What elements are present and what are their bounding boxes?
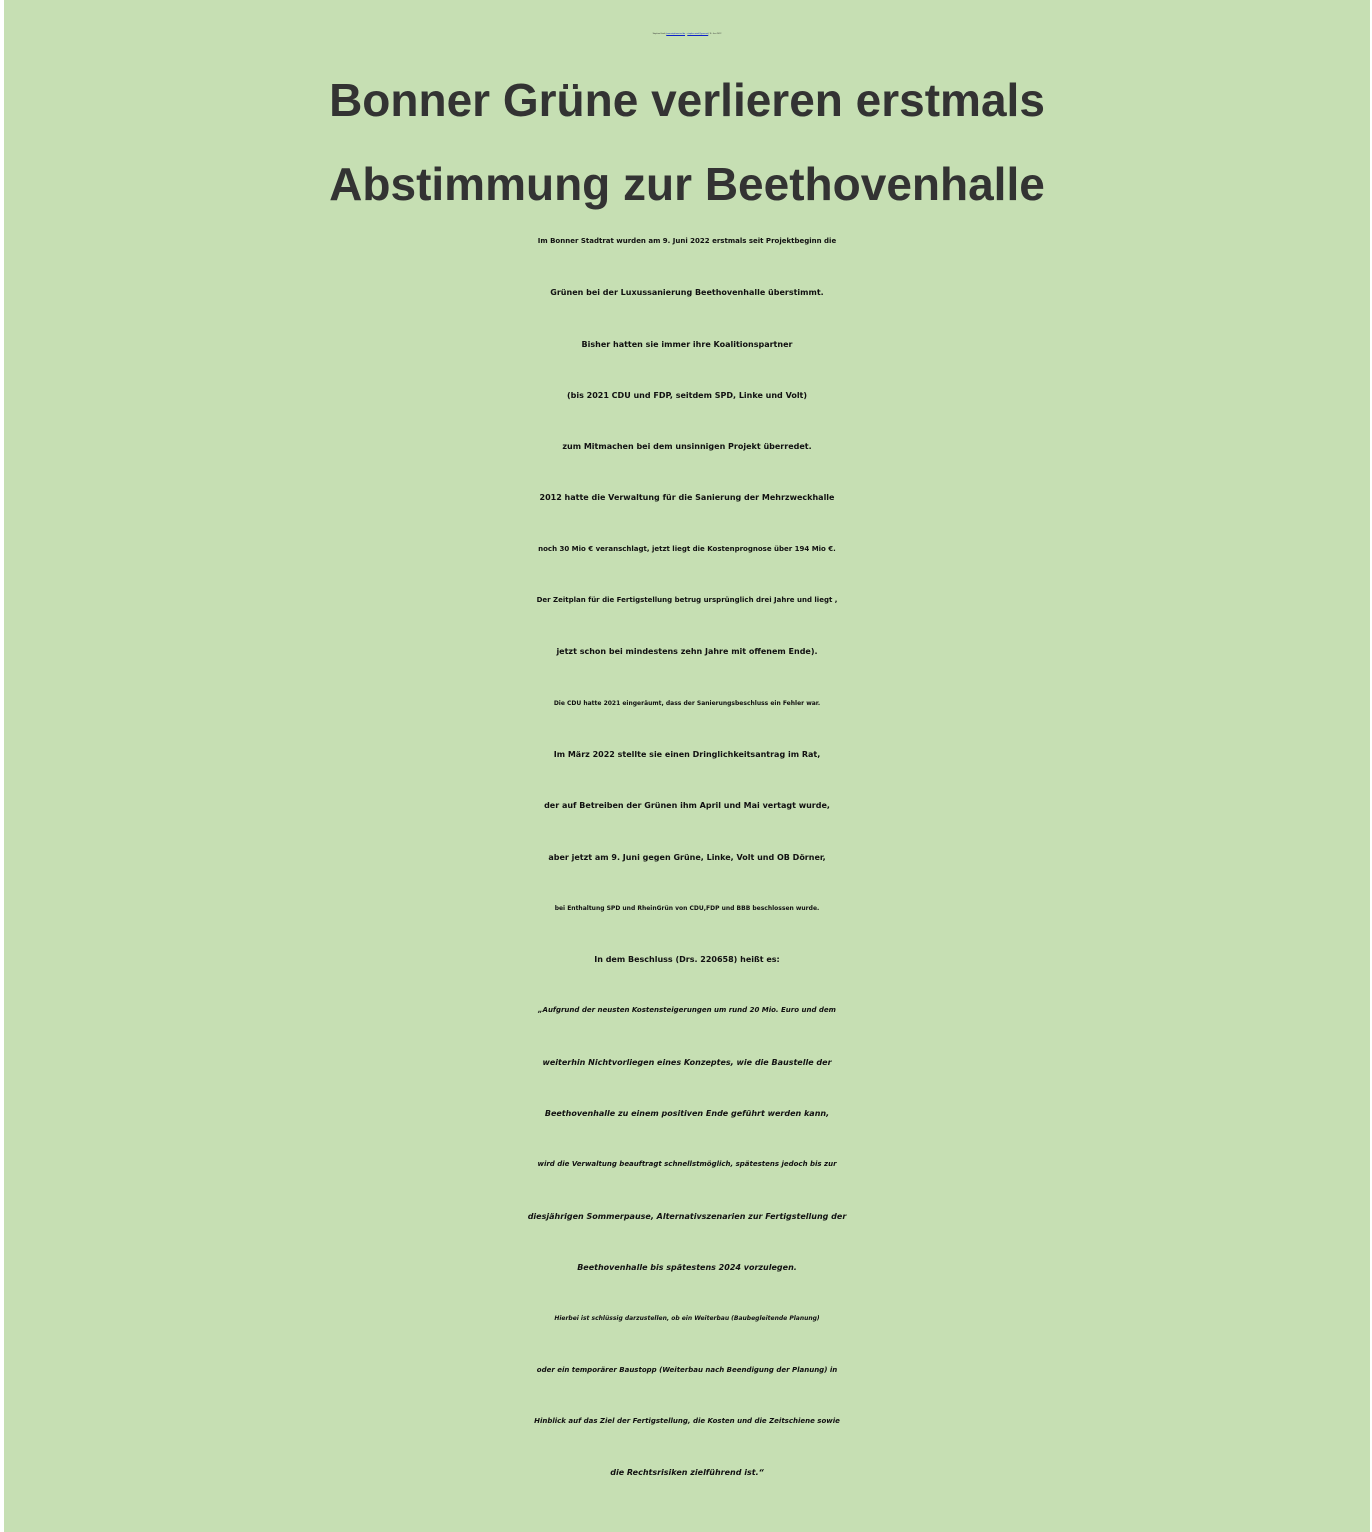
quote-line: „Aufgrund der neusten Kostensteigerungen um rund 20 Mio. Euro und dem [538, 1006, 836, 1015]
body-line: 2012 hatte die Verwaltung für die Sanierung der Mehrzweckhalle [539, 493, 835, 503]
byline-date: ) 11. Juni 2022 [708, 33, 722, 35]
body-line: Die CDU hatte 2021 eingeräumt, dass der Sanierungsbeschluss ein Fehler war. [553, 699, 821, 707]
headline-line-1: Bonner Grüne verlieren erstmals [329, 74, 1045, 126]
article-body [4, 216, 1370, 1498]
body-line: Der Zeitplan für die Fertigstellung betrug ursprünglich drei Jahre und liegt , [536, 596, 838, 605]
body-line: Bisher hatten sie immer ihre Koalitionspartner [581, 339, 793, 349]
body-line: aber jetzt am 9. Juni gegen Grüne, Linke, Volt und OB Dörner, [548, 852, 826, 862]
quote-line: Beethovenhalle bis spätestens 2024 vorzulegen. [577, 1262, 797, 1272]
document-page [4, 0, 1370, 1532]
headline [4, 58, 1370, 226]
body-line: In dem Beschluss (Drs. 220658) heißt es: [594, 955, 780, 965]
body-line: noch 30 Mio € veranschlagt, jetzt liegt die Kostenprognose über 194 Mio €. [538, 544, 836, 553]
body-line: bei Enthaltung SPD und RheinGrün von CDU,FDP und BBB beschlossen wurde. [554, 904, 820, 912]
quote-line: die Rechtsrisiken zielführend ist.“ [610, 1468, 764, 1478]
body-line: zum Mitmachen bei dem unsinnigen Projekt überredet. [562, 442, 812, 452]
quote-line: Hierbei ist schlüssig darzustellen, ob ein Weiterbau (Baubegleitende Planung) [554, 1315, 820, 1323]
quote-line: oder ein temporärer Baustopp (Weiterbau nach Beendigung der Planung) in [536, 1365, 838, 1374]
quote-line: Hinblick auf das Ziel der Fertigstellung, die Kosten und die Zeitschiene sowie [534, 1416, 840, 1425]
quote-line: Beethovenhalle zu einem positiven Ende geführt werden kann, [544, 1109, 830, 1119]
email-link[interactable]: stephan.eisel@gmx.net [687, 33, 709, 35]
body-line: der auf Betreiben der Grünen ihm April und Mai vertagt wurde, [544, 801, 830, 811]
quote-line: diesjährigen Sommerpause, Alternativszenarien zur Fertigstellung der [527, 1211, 847, 1221]
headline-line-2: Abstimmung zur Beethovenhalle [329, 158, 1045, 210]
quote-line: weiterhin Nichtvorliegen eines Konzeptes, wie die Baustelle der [542, 1057, 832, 1067]
body-line: Grünen bei der Luxussanierung Beethovenhalle überstimmt. [550, 288, 824, 298]
body-line: jetzt schon bei mindestens zehn Jahre mit offenem Ende). [556, 647, 818, 657]
website-link[interactable]: www.stephaneisel.de [666, 33, 686, 35]
body-line: (bis 2021 CDU und FDP, seitdem SPD, Linke und Volt) [566, 390, 808, 400]
quote-line: wird die Verwaltung beauftragt schnellstmöglich, spätestens jedoch bis zur [537, 1160, 837, 1169]
body-line: Im März 2022 stellte sie einen Dringlichkeitsantrag im Rat, [553, 749, 821, 759]
body-line: Im Bonner Stadtrat wurden am 9. Juni 2022 erstmals seit Projektbeginn die [537, 237, 837, 245]
byline-author: Stephan Eisel ( [652, 33, 667, 35]
byline [4, 20, 1370, 48]
byline-separator: – [685, 33, 688, 35]
